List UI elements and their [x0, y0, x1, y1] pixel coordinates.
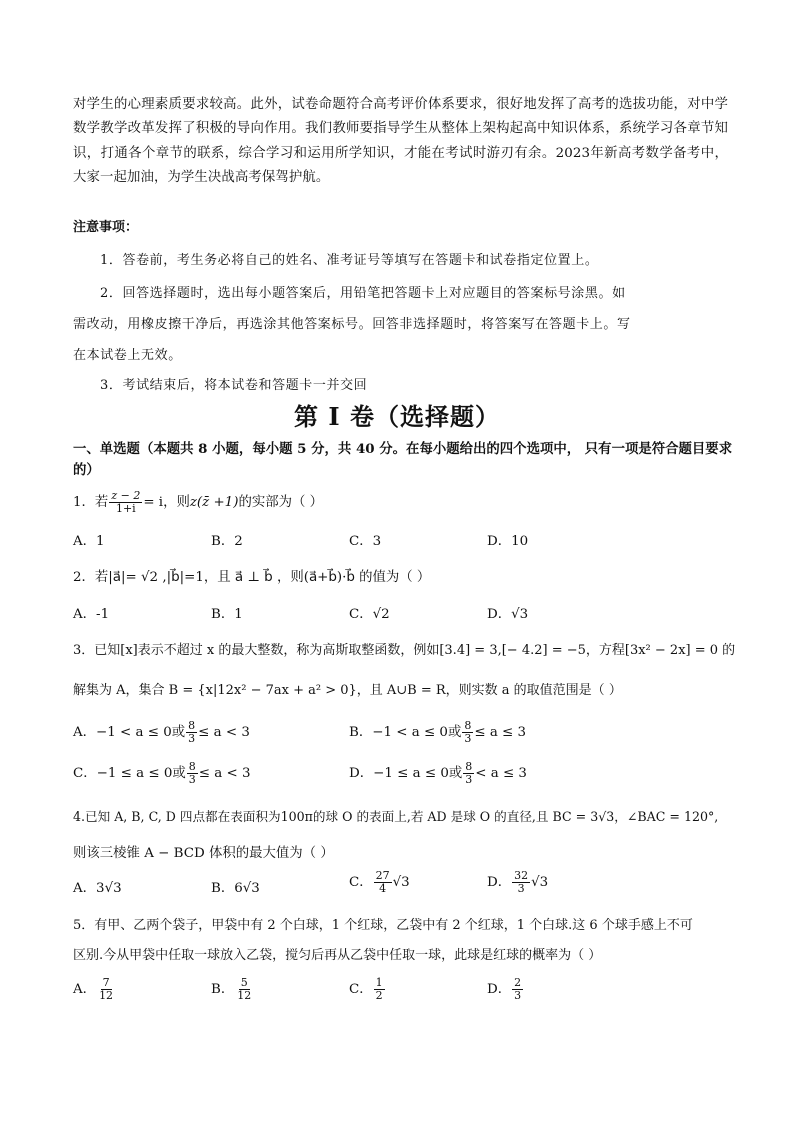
q1-fraction-den: 1+i — [115, 502, 136, 515]
question-5-stem-line-1: 5．有甲、乙两个袋子，甲袋中有 2 个白球，1 个红球，乙袋中有 2 个红球，1 个白球.这 6 个球手感上不可 — [73, 918, 693, 933]
q2-option-d: D．√3 — [487, 607, 529, 622]
q1-option-c: C．3 — [349, 534, 382, 549]
q4-option-d — [487, 870, 548, 895]
q3-option-c-fraction — [187, 761, 198, 786]
q5-option-c — [349, 977, 386, 1002]
q5-option-a-frac-den: 12 — [99, 989, 114, 1002]
q3-option-d-post: < a ≤ 3 — [475, 766, 527, 781]
q5-option-a — [73, 977, 116, 1002]
q5-option-b — [211, 977, 254, 1002]
question-4-stem-line-1: 4.已知 A, B, C, D 四点都在表面积为100π的球 O 的表面上,若 AD 是球 O 的直径,且 BC = 3√3，∠BAC = 120°, — [73, 809, 719, 824]
q5-option-c-frac-num: 1 — [375, 976, 383, 989]
question-2-stem: 2．若|a⃗|= √2 ,|b⃗|=1，且 a⃗ ⊥ b⃗ ，则(a⃗+b⃗)·b⃗ 的值为（ ） — [73, 570, 431, 585]
q1-option-a: A．1 — [73, 534, 105, 549]
q3-option-b-frac-num: 8 — [464, 719, 472, 732]
q5-option-c-frac-den: 2 — [375, 989, 383, 1002]
q3-option-c-frac-num: 8 — [188, 760, 196, 773]
notice-item-2-line-3: 在本试卷上无效。 — [73, 348, 182, 363]
q5-option-d-frac-den: 3 — [514, 989, 522, 1002]
notice-item-1: 1．答卷前，考生务必将自己的姓名、准考证号等填写在答题卡和试卷指定位置上。 — [100, 253, 599, 268]
q5-option-a-label: A． — [73, 982, 97, 997]
q5-option-a-fraction — [97, 977, 115, 1002]
q4-option-c-label: C． — [349, 875, 373, 890]
q3-option-b-frac-den: 3 — [464, 732, 472, 745]
q4-option-c-frac-num: 27 — [375, 869, 390, 882]
q3-option-d-pre: D．−1 ≤ a ≤ 0或 — [349, 766, 463, 781]
q1-prefix: 1．若 — [73, 495, 109, 510]
q4-option-c-frac-den: 4 — [379, 882, 387, 895]
q4-option-d-label: D． — [487, 875, 512, 890]
q1-fraction-num: z − 2 — [111, 489, 141, 502]
q3-option-c-pre: C．−1 ≤ a ≤ 0或 — [73, 766, 186, 781]
q5-option-b-label: B． — [211, 982, 235, 997]
q5-option-d-frac-num: 2 — [514, 976, 522, 989]
q4-option-c-fraction — [374, 870, 392, 895]
q3-option-b-pre: B．−1 < a ≤ 0或 — [349, 725, 462, 740]
q3-option-d — [349, 761, 527, 786]
notice-item-3: 3．考试结束后，将本试卷和答题卡一并交回 — [100, 378, 368, 393]
q1-expr: z(z̄ +1) — [189, 495, 239, 510]
q3-option-c-post: ≤ a < 3 — [198, 766, 251, 781]
q1-fraction — [109, 490, 142, 515]
q4-option-d-fraction — [512, 870, 530, 895]
q1-mid: = i，则 — [143, 495, 190, 510]
q5-option-b-frac-num: 5 — [240, 976, 248, 989]
q5-option-d-fraction — [512, 977, 523, 1002]
q4-option-c-tail: √3 — [392, 875, 410, 890]
q3-option-b-fraction — [462, 720, 473, 745]
notice-item-2-line-1: 2．回答选择题时，选出每小题答案后，用铅笔把答题卡上对应题目的答案标号涂黑。如 — [100, 286, 626, 301]
q3-option-b — [349, 720, 526, 745]
question-3-stem-line-2: 解集为 A，集合 B = {x|12x² − 7ax + a² > 0}，且 A∪B = R，则实数 a 的取值范围是（ ） — [73, 683, 622, 698]
question-3-stem-line-1: 3．已知[x]表示不超过 x 的最大整数，称为高斯取整函数，例如[3.4] = 3,[− 4.2] = −5，方程[3x² − 2x] = 0 的 — [73, 643, 736, 658]
q2-option-a: A．-1 — [73, 607, 110, 622]
q5-option-b-fraction — [235, 977, 253, 1002]
q3-option-a-pre: A．−1 < a ≤ 0或 — [73, 725, 186, 740]
q3-option-b-post: ≤ a ≤ 3 — [474, 725, 527, 740]
q4-option-a: A．3√3 — [73, 881, 122, 896]
q5-option-c-label: C． — [349, 982, 373, 997]
q4-option-b: B．6√3 — [211, 881, 260, 896]
q3-option-c — [73, 761, 250, 786]
question-1-stem — [73, 490, 323, 515]
q2-option-c: C．√2 — [349, 607, 390, 622]
intro-paragraph: 对学生的心理素质要求较高。此外，试卷命题符合高考评价体系要求，很好地发挥了高考的选拔功能，对中学数学教学改革发挥了积极的导向作用。我们教师要指导学生从整体上架构起高中知识体系，系统学习各章节知识，打通各个章节的联系，综合学习和运用所学知识，才能在考试时游刃有余。2023年新高考数学备考中，大家一起加油，为学生决战高考保驾护航。 — [73, 97, 728, 185]
question-4-stem-line-2: 则该三棱锥 A − BCD 体积的最大值为（ ） — [73, 846, 334, 861]
q5-option-d — [487, 977, 524, 1002]
q1-option-b: B．2 — [211, 534, 243, 549]
q5-option-d-label: D． — [487, 982, 512, 997]
section-heading: 一、单选题（本题共 8 小题，每小题 5 分，共 40 分。在每小题给出的四个选项中， 只有一项是符合题目要求的） — [73, 441, 733, 478]
q4-option-d-frac-den: 3 — [517, 882, 525, 895]
q5-option-a-frac-num: 7 — [102, 976, 110, 989]
question-5-stem-line-2: 区别.今从甲袋中任取一球放入乙袋，搅匀后再从乙袋中任取一球，此球是红球的概率为（ ） — [73, 948, 602, 963]
q5-option-b-frac-den: 12 — [237, 989, 252, 1002]
q4-option-d-tail: √3 — [531, 875, 549, 890]
q3-option-a-frac-den: 3 — [188, 732, 196, 745]
q3-option-d-fraction — [463, 761, 474, 786]
q3-option-a-post: ≤ a < 3 — [198, 725, 250, 740]
q5-option-c-fraction — [374, 977, 385, 1002]
q4-option-c — [349, 870, 410, 895]
q4-option-d-frac-num: 32 — [514, 869, 529, 882]
q3-option-d-frac-den: 3 — [465, 773, 473, 786]
notice-item-2-line-2: 需改动，用橡皮擦干净后，再选涂其他答案标号。回答非选择题时，将答案写在答题卡上。写 — [73, 317, 631, 332]
q3-option-c-frac-den: 3 — [188, 773, 196, 786]
q2-option-b: B．1 — [211, 607, 243, 622]
q3-option-a-frac-num: 8 — [188, 719, 196, 732]
notice-title: 注意事项： — [73, 220, 139, 235]
q1-option-d: D．10 — [487, 534, 529, 549]
q1-suffix: 的实部为（ ） — [238, 495, 324, 510]
q3-option-a-fraction — [186, 720, 197, 745]
q3-option-d-frac-num: 8 — [465, 760, 473, 773]
volume-title: 第 I 卷（选择题） — [294, 402, 500, 431]
q3-option-a — [73, 720, 250, 745]
